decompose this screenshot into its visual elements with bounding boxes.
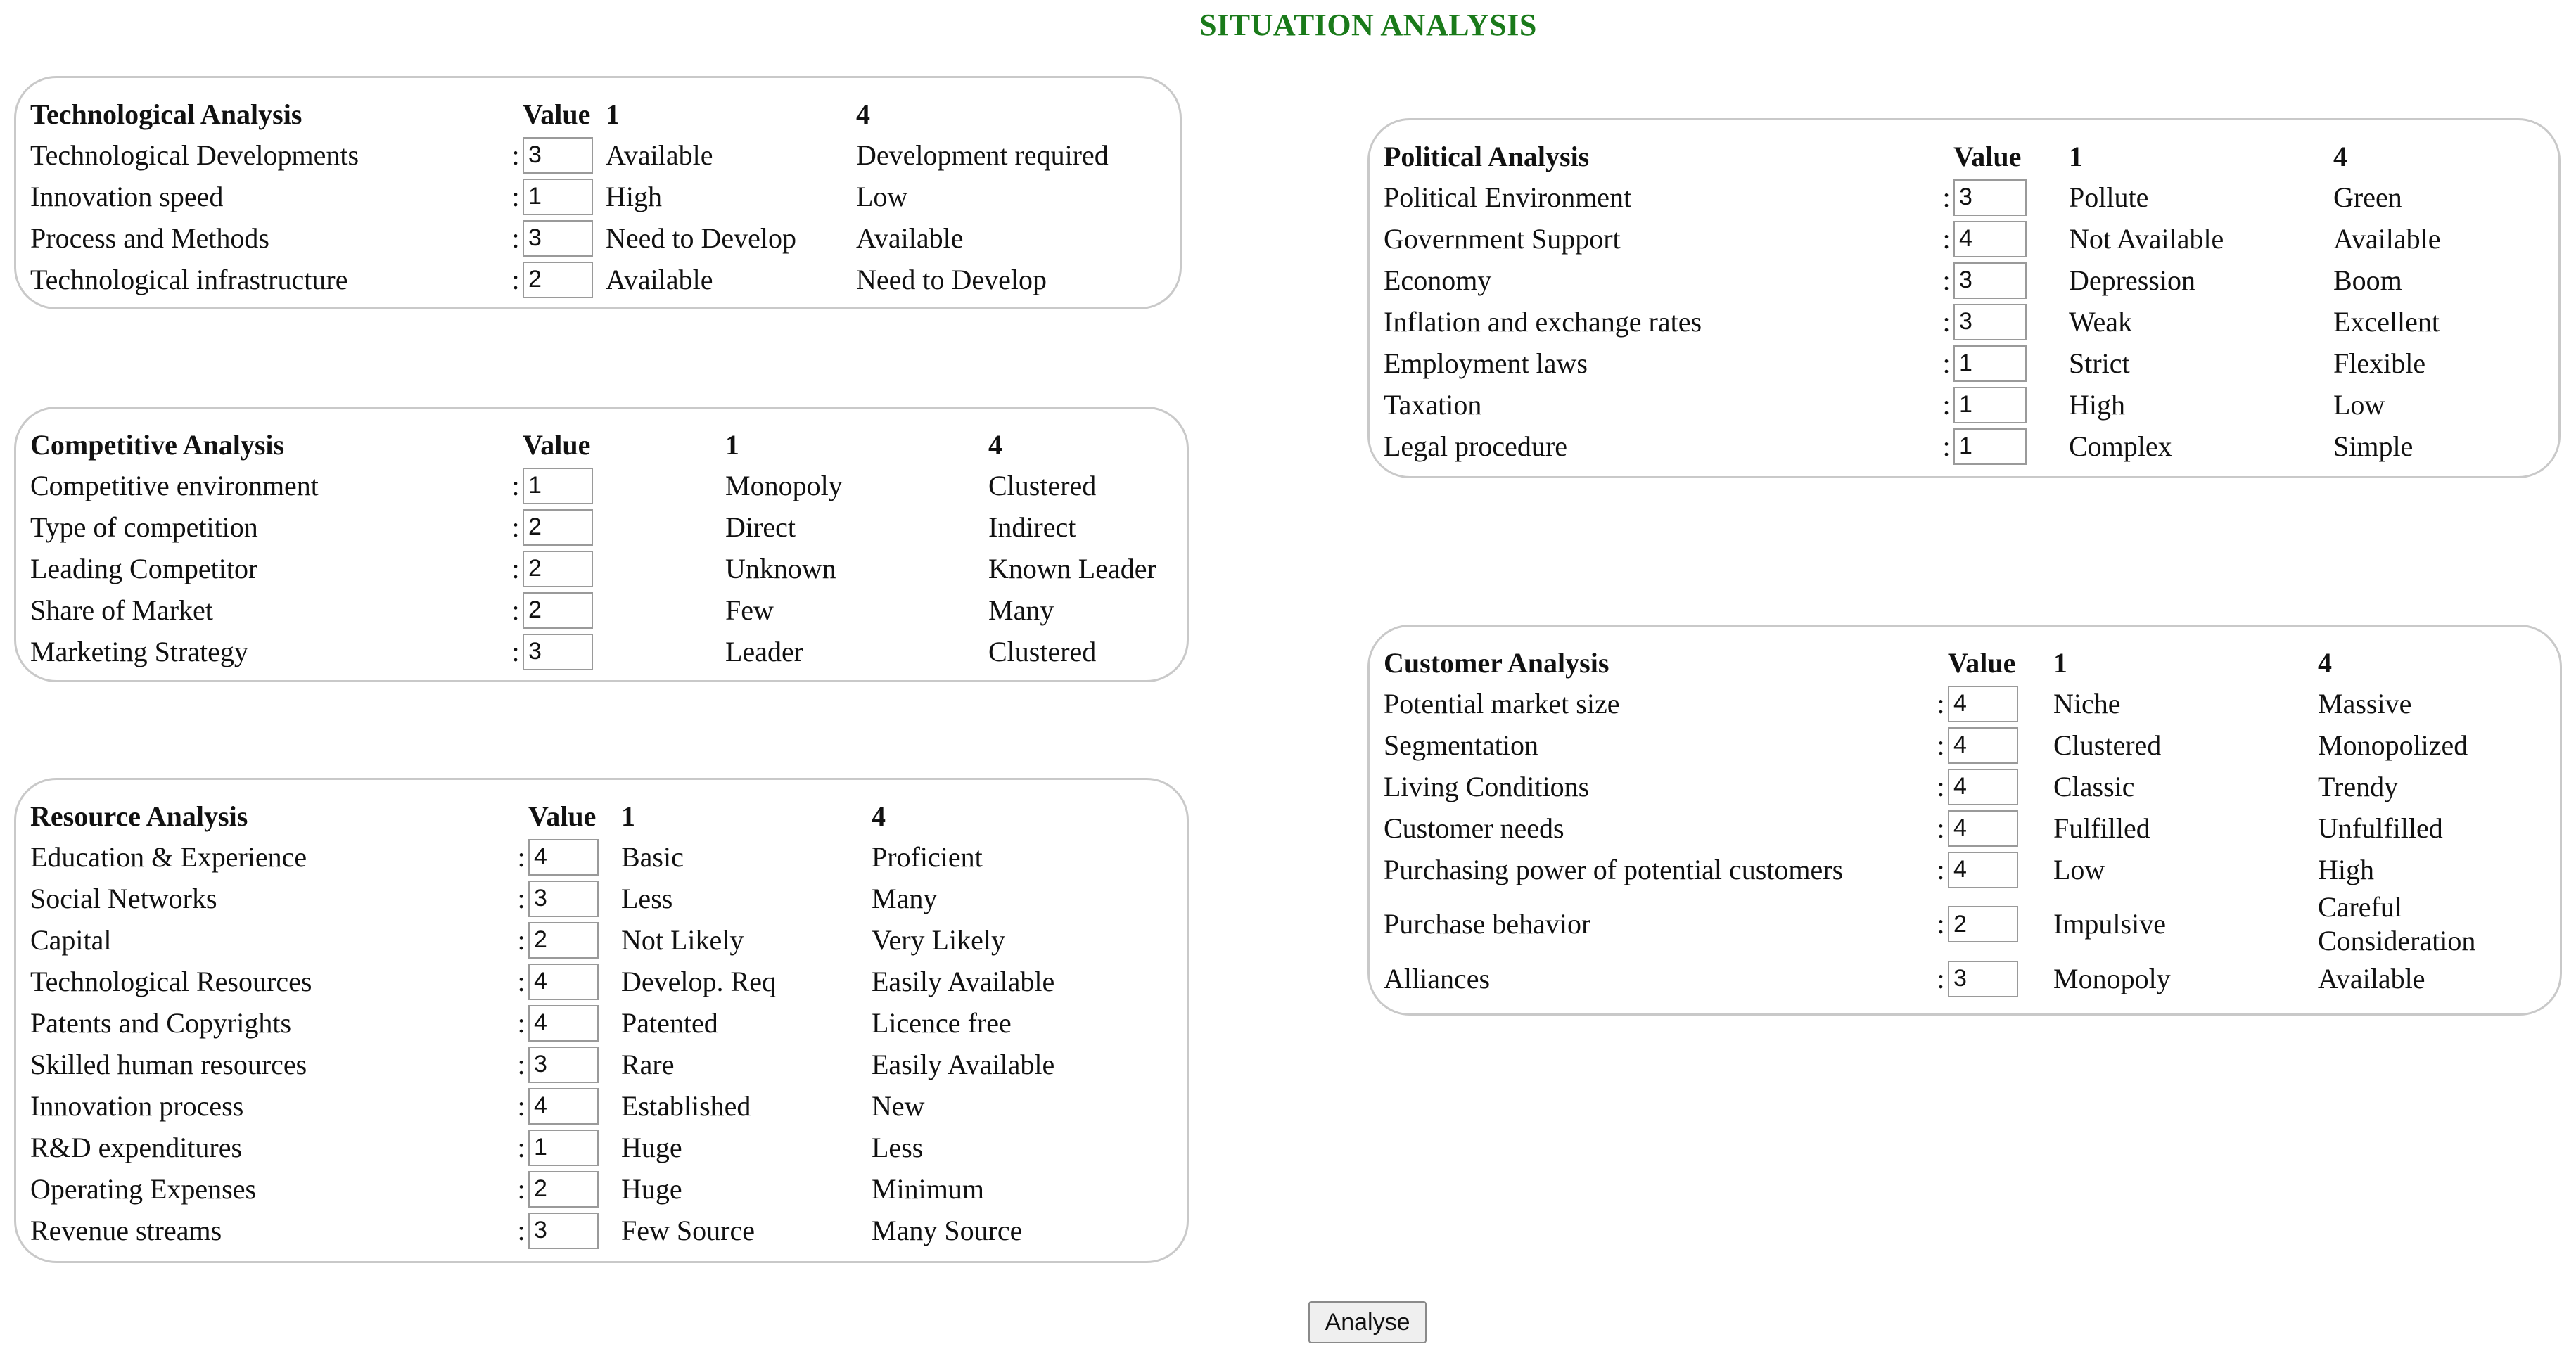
colon-separator: : <box>511 180 520 212</box>
value-cell <box>1948 890 2053 958</box>
high-scale-label: Available <box>2333 222 2441 255</box>
high-scale-label: Many Source <box>872 1214 1023 1246</box>
factor-label: Competitive environment <box>30 469 319 501</box>
value-cell <box>523 259 606 300</box>
high-scale-label: Licence free <box>872 1006 1012 1039</box>
high-column-header: 4 <box>988 428 1002 461</box>
value-cell <box>523 176 606 217</box>
table-row <box>30 1085 1167 1127</box>
value-input[interactable] <box>1953 387 2027 423</box>
colon-separator: : <box>1937 853 1945 885</box>
value-cell <box>523 134 606 176</box>
table-row <box>30 589 1171 631</box>
value-input[interactable] <box>523 220 593 257</box>
factor-label: Share of Market <box>30 594 213 626</box>
table-header-row <box>1384 136 2544 177</box>
colon-separator: : <box>517 1006 525 1039</box>
colon-separator: : <box>1942 347 1951 379</box>
high-scale-label: Massive <box>2318 687 2412 719</box>
low-column-header: 1 <box>2069 140 2083 172</box>
factor-label: Inflation and exchange rates <box>1384 305 1702 338</box>
table-row <box>1384 683 2550 724</box>
low-scale-label: Patented <box>621 1006 718 1039</box>
table-row <box>1384 218 2544 260</box>
high-scale-label: Excellent <box>2333 305 2440 338</box>
colon-separator: : <box>1942 430 1951 462</box>
technological-analysis-panel <box>14 76 1182 309</box>
colon-separator: : <box>1937 962 1945 994</box>
table-row <box>30 548 1171 589</box>
factor-label: Government Support <box>1384 222 1621 255</box>
value-cell <box>528 878 621 919</box>
table-row <box>1384 849 2550 890</box>
colon-separator: : <box>1942 222 1951 255</box>
value-input[interactable] <box>1953 428 2027 465</box>
factor-label: Potential market size <box>1384 687 1620 719</box>
high-scale-label: Minimum <box>872 1172 985 1205</box>
low-scale-label: Fulfilled <box>2053 812 2150 844</box>
value-input[interactable] <box>1953 179 2027 216</box>
low-scale-label: Need to Develop <box>606 222 797 254</box>
high-scale-label: Many <box>872 882 938 914</box>
factor-label: Technological Developments <box>30 139 359 171</box>
value-input[interactable] <box>1948 852 2018 888</box>
high-scale-label: Boom <box>2333 264 2402 296</box>
political-analysis-table <box>1384 136 2544 467</box>
value-cell <box>528 961 621 1002</box>
high-column-header: 4 <box>2318 646 2332 679</box>
colon-separator: : <box>511 511 520 543</box>
colon-separator: : <box>517 882 525 914</box>
colon-separator: : <box>517 1214 525 1246</box>
table-row <box>30 1044 1167 1085</box>
colon-separator: : <box>1942 305 1951 338</box>
low-scale-label: Monopoly <box>2053 962 2171 994</box>
factor-label: Marketing Strategy <box>30 635 248 667</box>
colon-separator: : <box>511 552 520 584</box>
high-column-header: 4 <box>872 800 886 832</box>
colon-separator: : <box>1937 729 1945 761</box>
value-input[interactable] <box>523 262 593 298</box>
factor-label: Legal procedure <box>1384 430 1567 462</box>
value-cell <box>1948 724 2053 766</box>
high-scale-label: Easily Available <box>872 965 1055 997</box>
value-input[interactable] <box>528 1213 599 1249</box>
high-scale-label: New <box>872 1089 925 1122</box>
low-scale-label: Available <box>606 263 713 295</box>
high-scale-label: Very Likely <box>872 923 1005 956</box>
factor-label: Innovation speed <box>30 180 224 212</box>
low-scale-label: Huge <box>621 1172 682 1205</box>
colon-separator: : <box>511 635 520 667</box>
technological-analysis-table <box>30 94 1123 300</box>
factor-label: Leading Competitor <box>30 552 258 584</box>
table-row <box>30 631 1171 672</box>
low-scale-label: Low <box>2053 853 2105 885</box>
factor-label: Patents and Copyrights <box>30 1006 292 1039</box>
value-input[interactable] <box>528 881 599 917</box>
value-cell <box>523 506 725 548</box>
value-input[interactable] <box>1953 304 2027 340</box>
value-column-header: Value <box>523 98 591 130</box>
value-cell <box>1948 958 2053 999</box>
resource-analysis-table <box>30 795 1167 1251</box>
value-input[interactable] <box>528 1005 599 1042</box>
table-header-row <box>30 795 1167 836</box>
value-input[interactable] <box>1948 686 2018 722</box>
table-row <box>1384 890 2550 958</box>
table-row <box>30 961 1167 1002</box>
competitive-analysis-panel <box>14 407 1189 682</box>
table-row <box>30 1002 1167 1044</box>
value-input[interactable] <box>1953 221 2027 257</box>
low-column-header: 1 <box>725 428 739 461</box>
colon-separator: : <box>1937 812 1945 844</box>
high-scale-label: Green <box>2333 181 2402 213</box>
table-row <box>30 176 1123 217</box>
value-cell <box>1953 426 2069 467</box>
table-row <box>30 465 1171 506</box>
value-input[interactable] <box>528 922 599 959</box>
colon-separator: : <box>1937 770 1945 802</box>
value-input[interactable] <box>523 468 593 504</box>
factor-label: Process and Methods <box>30 222 269 254</box>
factor-label: Economy <box>1384 264 1492 296</box>
factor-label: Education & Experience <box>30 840 307 873</box>
table-row <box>30 1127 1167 1168</box>
value-cell <box>523 217 606 259</box>
value-input[interactable] <box>523 634 593 670</box>
value-cell <box>528 1002 621 1044</box>
value-cell <box>528 919 621 961</box>
value-input[interactable] <box>523 551 593 587</box>
high-column-header: 4 <box>2333 140 2347 172</box>
colon-separator: : <box>511 222 520 254</box>
low-column-header: 1 <box>2053 646 2067 679</box>
factor-label: Type of competition <box>30 511 258 543</box>
high-scale-label: Clustered <box>988 635 1097 667</box>
factor-label: Capital <box>30 923 112 956</box>
table-row <box>30 1168 1167 1210</box>
low-scale-label: Rare <box>621 1048 675 1080</box>
section-title: Technological Analysis <box>30 98 302 130</box>
low-scale-label: Basic <box>621 840 684 873</box>
value-cell <box>528 1168 621 1210</box>
low-scale-label: Less <box>621 882 673 914</box>
table-header-row <box>30 424 1171 465</box>
table-header-row <box>1384 642 2550 683</box>
table-row <box>30 134 1123 176</box>
low-scale-label: Direct <box>725 511 796 543</box>
high-scale-label: Available <box>2318 962 2425 994</box>
section-title: Political Analysis <box>1384 140 1590 172</box>
low-scale-label: Complex <box>2069 430 2172 462</box>
table-row <box>30 506 1171 548</box>
low-scale-label: Few <box>725 594 774 626</box>
colon-separator: : <box>517 923 525 956</box>
low-scale-label: Impulsive <box>2053 908 2166 940</box>
high-scale-label: Trendy <box>2318 770 2399 802</box>
value-input[interactable] <box>528 964 599 1000</box>
value-cell <box>1953 384 2069 426</box>
low-scale-label: Clustered <box>2053 729 2162 761</box>
value-input[interactable] <box>528 1047 599 1083</box>
table-row <box>1384 301 2544 343</box>
factor-label: Segmentation <box>1384 729 1538 761</box>
table-row <box>30 1210 1167 1251</box>
high-column-header: 4 <box>856 98 870 130</box>
political-analysis-panel <box>1367 118 2561 478</box>
high-scale-label: Many <box>988 594 1054 626</box>
colon-separator: : <box>1942 181 1951 213</box>
value-column-header: Value <box>1948 646 2016 679</box>
high-scale-label: Careful Consideration <box>2318 891 2476 957</box>
colon-separator: : <box>517 840 525 873</box>
high-scale-label: Low <box>856 180 908 212</box>
value-input[interactable] <box>1953 262 2027 299</box>
value-cell <box>528 1085 621 1127</box>
value-input[interactable] <box>523 179 593 215</box>
table-header-row <box>30 94 1123 134</box>
low-scale-label: Weak <box>2069 305 2133 338</box>
value-input[interactable] <box>1948 769 2018 805</box>
low-scale-label: Available <box>606 139 713 171</box>
low-scale-label: High <box>606 180 662 212</box>
low-scale-label: Pollute <box>2069 181 2149 213</box>
low-scale-label: Classic <box>2053 770 2135 802</box>
high-scale-label: Indirect <box>988 511 1076 543</box>
colon-separator: : <box>511 469 520 501</box>
colon-separator: : <box>511 139 520 171</box>
value-cell <box>528 1044 621 1085</box>
factor-label: Taxation <box>1384 388 1482 421</box>
high-scale-label: Development required <box>856 139 1109 171</box>
value-cell <box>1953 260 2069 301</box>
high-scale-label: Unfulfilled <box>2318 812 2443 844</box>
low-scale-label: Develop. Req <box>621 965 776 997</box>
value-cell <box>1948 807 2053 849</box>
table-row <box>30 919 1167 961</box>
value-cell <box>1948 766 2053 807</box>
value-input[interactable] <box>523 592 593 629</box>
table-row <box>1384 177 2544 218</box>
competitive-analysis-table <box>30 424 1171 672</box>
high-scale-label: Available <box>856 222 964 254</box>
value-column-header: Value <box>528 800 597 832</box>
high-scale-label: High <box>2318 853 2374 885</box>
customer-analysis-panel <box>1367 625 2562 1016</box>
table-row <box>1384 958 2550 999</box>
high-scale-label: Clustered <box>988 469 1097 501</box>
table-row <box>30 878 1167 919</box>
factor-label: Technological Resources <box>30 965 312 997</box>
high-scale-label: Proficient <box>872 840 983 873</box>
low-scale-label: Not Available <box>2069 222 2224 255</box>
value-input[interactable] <box>523 137 593 174</box>
factor-label: Customer needs <box>1384 812 1564 844</box>
value-input[interactable] <box>523 509 593 546</box>
factor-label: Innovation process <box>30 1089 244 1122</box>
value-cell <box>1948 683 2053 724</box>
value-cell <box>1948 849 2053 890</box>
value-column-header: Value <box>523 428 591 461</box>
low-scale-label: Unknown <box>725 552 836 584</box>
value-cell <box>1953 301 2069 343</box>
value-cell <box>523 465 725 506</box>
table-row <box>1384 766 2550 807</box>
value-cell <box>523 631 725 672</box>
value-cell <box>528 1210 621 1251</box>
colon-separator: : <box>1942 264 1951 296</box>
table-row <box>30 836 1167 878</box>
factor-label: Political Environment <box>1384 181 1632 213</box>
low-column-header: 1 <box>606 98 620 130</box>
value-input[interactable] <box>528 1171 599 1208</box>
value-column-header: Value <box>1953 140 2022 172</box>
factor-label: R&D expenditures <box>30 1131 243 1163</box>
colon-separator: : <box>511 263 520 295</box>
value-cell <box>1953 343 2069 384</box>
factor-label: Revenue streams <box>30 1214 222 1246</box>
high-scale-label: Low <box>2333 388 2385 421</box>
factor-label: Purchase behavior <box>1384 908 1591 940</box>
value-input[interactable] <box>528 1088 599 1125</box>
value-input[interactable] <box>1953 345 2027 382</box>
value-cell <box>528 836 621 878</box>
section-title: Competitive Analysis <box>30 428 285 461</box>
low-scale-label: Huge <box>621 1131 682 1163</box>
resource-analysis-panel <box>14 778 1189 1263</box>
low-scale-label: Established <box>621 1089 751 1122</box>
colon-separator: : <box>517 1172 525 1205</box>
colon-separator: : <box>517 1089 525 1122</box>
colon-separator: : <box>1937 687 1945 719</box>
table-row <box>30 259 1123 300</box>
low-scale-label: Not Likely <box>621 923 744 956</box>
table-row <box>1384 724 2550 766</box>
factor-label: Employment laws <box>1384 347 1588 379</box>
factor-label: Social Networks <box>30 882 217 914</box>
colon-separator: : <box>511 594 520 626</box>
colon-separator: : <box>517 1131 525 1163</box>
low-scale-label: Few Source <box>621 1214 755 1246</box>
value-input[interactable] <box>1948 810 2018 847</box>
value-cell <box>528 1127 621 1168</box>
section-title: Customer Analysis <box>1384 646 1609 679</box>
value-input[interactable] <box>1948 961 2018 997</box>
value-input[interactable] <box>1948 906 2018 942</box>
colon-separator: : <box>517 965 525 997</box>
table-row <box>30 217 1123 259</box>
high-scale-label: Known Leader <box>988 552 1156 584</box>
high-scale-label: Easily Available <box>872 1048 1055 1080</box>
high-scale-label: Monopolized <box>2318 729 2468 761</box>
value-input[interactable] <box>1948 727 2018 764</box>
table-row <box>1384 426 2544 467</box>
colon-separator: : <box>517 1048 525 1080</box>
factor-label: Skilled human resources <box>30 1048 307 1080</box>
value-cell <box>1953 218 2069 260</box>
low-column-header: 1 <box>621 800 635 832</box>
value-input[interactable] <box>528 839 599 876</box>
low-scale-label: Depression <box>2069 264 2195 296</box>
table-row <box>1384 807 2550 849</box>
value-input[interactable] <box>528 1130 599 1166</box>
section-title: Resource Analysis <box>30 800 248 832</box>
table-row <box>1384 384 2544 426</box>
analyse-button[interactable]: Analyse <box>1308 1301 1427 1343</box>
factor-label: Technological infrastructure <box>30 263 348 295</box>
low-scale-label: Niche <box>2053 687 2121 719</box>
low-scale-label: Strict <box>2069 347 2130 379</box>
customer-analysis-table <box>1384 642 2550 999</box>
high-scale-label: Flexible <box>2333 347 2426 379</box>
colon-separator: : <box>1942 388 1951 421</box>
value-cell <box>523 548 725 589</box>
high-scale-label: Simple <box>2333 430 2414 462</box>
low-scale-label: Monopoly <box>725 469 843 501</box>
factor-label: Purchasing power of potential customers <box>1384 853 1844 885</box>
table-row <box>1384 343 2544 384</box>
factor-label: Alliances <box>1384 962 1491 994</box>
low-scale-label: High <box>2069 388 2125 421</box>
high-scale-label: Need to Develop <box>856 263 1047 295</box>
value-cell <box>523 589 725 631</box>
low-scale-label: Leader <box>725 635 804 667</box>
factor-label: Living Conditions <box>1384 770 1590 802</box>
colon-separator: : <box>1937 908 1945 940</box>
table-row <box>1384 260 2544 301</box>
high-scale-label: Less <box>872 1131 924 1163</box>
page-title: SITUATION ANALYSIS <box>1199 8 1537 42</box>
factor-label: Operating Expenses <box>30 1172 257 1205</box>
value-cell <box>1953 177 2069 218</box>
